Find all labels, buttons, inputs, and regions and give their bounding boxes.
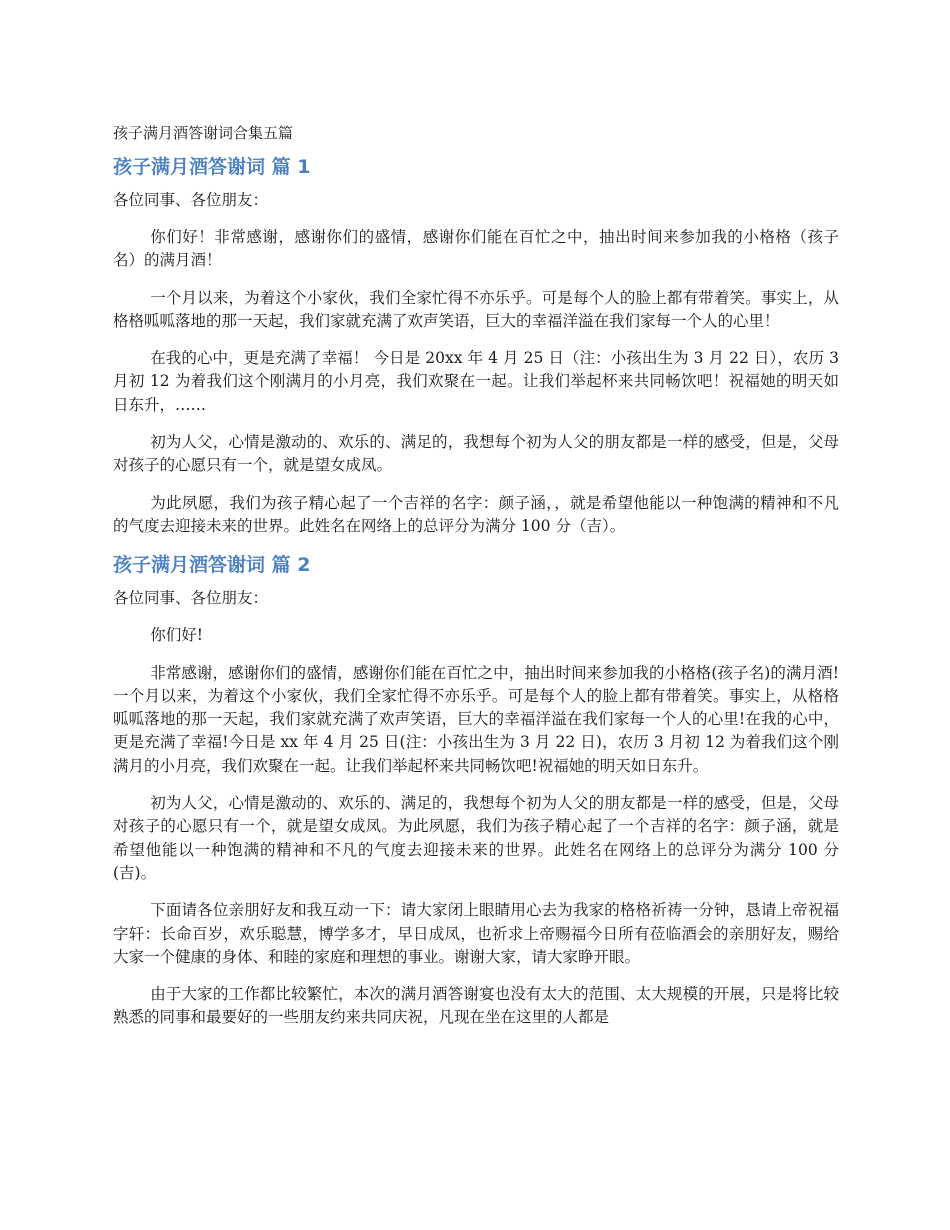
paragraph: 在我的心中，更是充满了幸福！ 今日是 20xx 年 4 月 25 日（注：小孩出生为 3 月 22 日），农历 3 月初 12 为着我们这个刚满月的小月亮，我们欢聚在一起。让我们举起杯来共同畅饮吧！祝福她的明天如日东升，…… (113, 349, 839, 414)
document-title: 孩子满月酒答谢词合集五篇 (113, 124, 294, 142)
salutation: 各位同事、各位朋友： (113, 589, 269, 608)
salutation: 各位同事、各位朋友： (113, 191, 269, 209)
paragraph: 你们好! (150, 626, 203, 645)
paragraph: 下面请各位亲朋好友和我互动一下：请大家闭上眼睛用心去为我家的格格祈祷一分钟，恳请上帝祝福字轩：长命百岁，欢乐聪慧，博学多才，早日成凤，也祈求上帝赐福今日所有莅临酒会的亲朋好友，赐给大家一个健康的身体、和睦的家庭和理想的事业。谢谢大家，请大家睁开眼。 (113, 901, 839, 966)
paragraph: 初为人父，心情是激动的、欢乐的、满足的，我想每个初为人父的朋友都是一样的感受，但是，父母对孩子的心愿只有一个，就是望女成凤。 (113, 433, 839, 475)
paragraph: 你们好！非常感谢，感谢你们的盛情，感谢你们能在百忙之中，抽出时间来参加我的小格格（孩子名）的满月酒！ (113, 228, 839, 270)
section-heading: 孩子满月酒答谢词 篇 2 (113, 554, 311, 577)
paragraph: 初为人父，心情是激动的、欢乐的、满足的，我想每个初为人父的朋友都是一样的感受，但是，父母对孩子的心愿只有一个，就是望女成凤。为此夙愿，我们为孩子精心起了一个吉祥的名字：颜子涵，就是希望他能以一种饱满的精神和不凡的气度去迎接未来的世界。此姓名在网络上的总评分为满分 100 分(吉)。 (113, 794, 839, 882)
paragraph: 由于大家的工作都比较繁忙，本次的满月酒答谢宴也没有太大的范围、太大规模的开展，只是将比较熟悉的同事和最要好的一些朋友约来共同庆祝，凡现在坐在这里的人都是 (113, 985, 839, 1027)
paragraph: 为此夙愿，我们为孩子精心起了一个吉祥的名字：颜子涵，，就是希望他能以一种饱满的精神和不凡的气度去迎接未来的世界。此姓名在网络上的总评分为满分 100 分（吉）。 (113, 493, 839, 535)
section-2 (113, 552, 839, 1029)
paragraph: 非常感谢，感谢你们的盛情，感谢你们能在百忙之中，抽出时间来参加我的小格格(孩子名)的满月酒!一个月以来，为着这个小家伙，我们全家忙得不亦乐乎。可是每个人的脸上都有带着笑。事实上，从格格呱呱落地的那一天起，我们家就充满了欢声笑语，巨大的幸福洋溢在我们家每一个人的心里!在我的心中，更是充满了幸福!今日是 xx 年 4 月 25 日(注：小孩出生为 3 月 22 日)，农历 3 月初 12 为着我们这个刚满月的小月亮，我们欢聚在一起。让我们举起杯来共同畅饮吧!祝福她的明天如日东升。 (113, 663, 839, 775)
section-heading: 孩子满月酒答谢词 篇 1 (113, 156, 311, 178)
paragraph: 一个月以来，为着这个小家伙，我们全家忙得不亦乐乎。可是每个人的脸上都有带着笑。事实上，从格格呱呱落地的那一天起，我们家就充满了欢声笑语，巨大的幸福洋溢在我们家每一个人的心里！ (113, 288, 839, 330)
section-1 (113, 154, 839, 538)
document-page (113, 122, 839, 1044)
